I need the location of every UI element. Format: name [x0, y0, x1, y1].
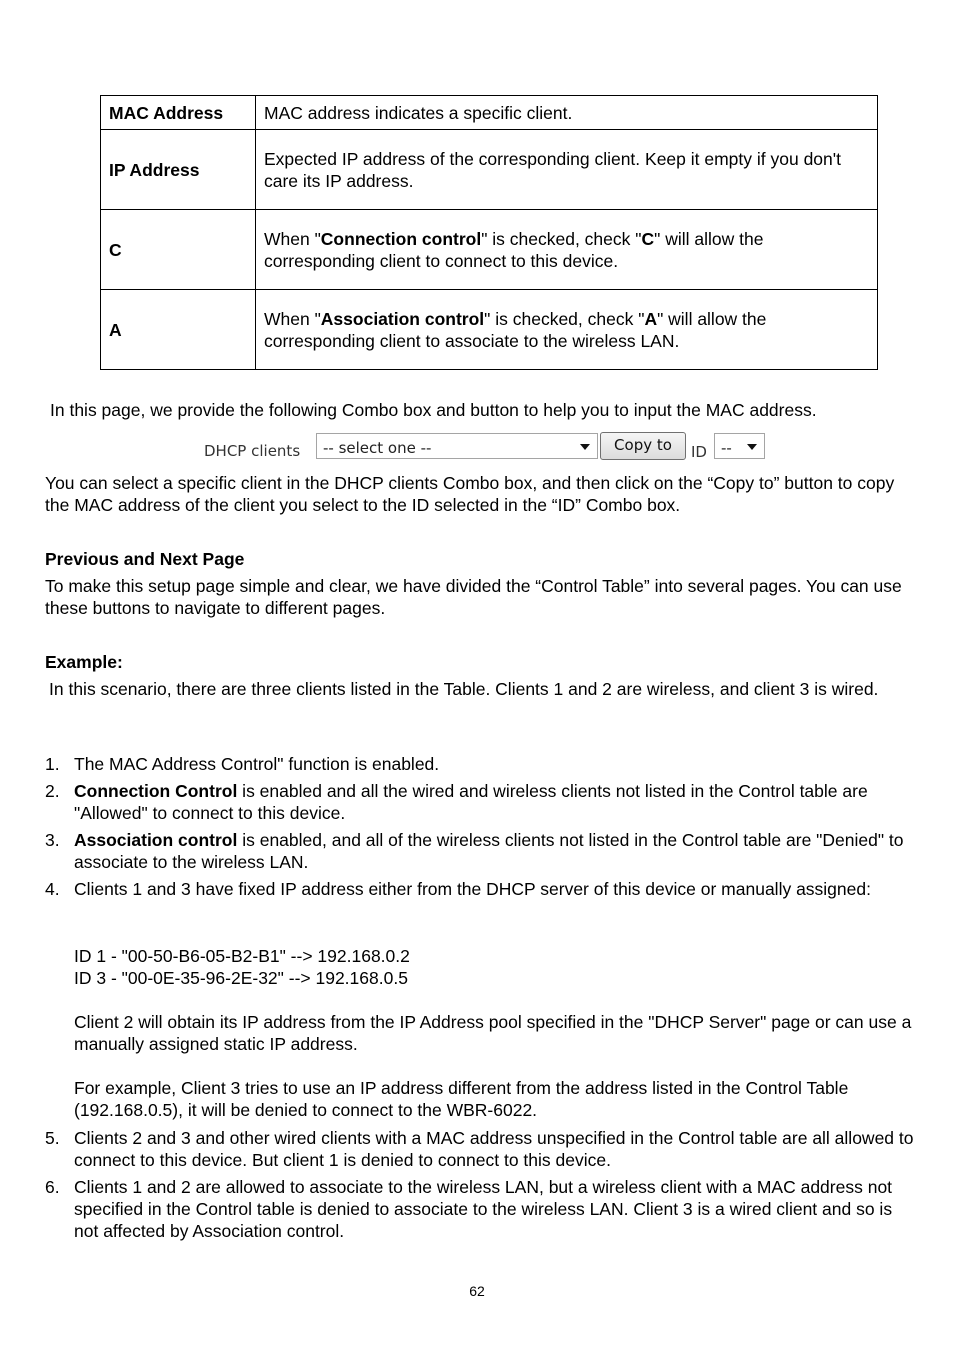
- table-row: [101, 96, 878, 130]
- term-cell: C: [101, 210, 256, 290]
- table-row: [101, 210, 878, 290]
- desc-cell: When "Association control" is checked, check "A" will allow the corresponding client to associate to the wireless LAN.: [256, 290, 878, 370]
- term-cell: MAC Address: [101, 96, 256, 130]
- id-label: ID: [691, 443, 707, 461]
- dhcp-clients-label: DHCP clients: [204, 442, 301, 460]
- prev-next-heading: Previous and Next Page: [45, 549, 245, 569]
- prev-next-text: To make this setup page simple and clear, we have divided the “Control Table” into several pages. You can use these buttons to navigate to different pages.: [45, 576, 902, 618]
- desc-cell: Expected IP address of the corresponding client. Keep it empty if you don't care its IP address.: [256, 130, 878, 210]
- definition-table: [100, 95, 878, 370]
- dhcp-clients-select[interactable]: -- select one --: [316, 433, 598, 459]
- list-item: 2. Connection Control is enabled and all the wired and wireless clients not listed in the Control table are "Allowed" to connect to this device.: [45, 781, 868, 823]
- desc-cell: When "Connection control" is checked, check "C" will allow the corresponding client to connect to this device.: [256, 210, 878, 290]
- id-select[interactable]: --: [714, 433, 765, 459]
- list-item: 6. Clients 1 and 2 are allowed to associate to the wireless LAN, but a wireless client with a MAC address not specified in the Control table is denied to associate to the wireless LAN. Client 3 is a wired client and so is not affected by Association control.: [45, 1177, 893, 1241]
- term-cell: IP Address: [101, 130, 256, 210]
- example-text: In this scenario, there are three clients listed in the Table. Clients 1 and 2 are wireless, and client 3 is wired.: [49, 679, 879, 699]
- page-number: 62: [469, 1283, 485, 1299]
- intro-paragraph: In this page, we provide the following Combo box and button to help you to input the MAC address.: [50, 400, 817, 420]
- list-item: 4. Clients 1 and 3 have fixed IP address either from the DHCP server of this device or manually assigned:: [45, 879, 871, 899]
- list-subtext: Client 2 will obtain its IP address from the IP Address pool specified in the "DHCP Server" page or can use a manually assigned static IP address.: [74, 1012, 912, 1054]
- table-row: [101, 130, 878, 210]
- table-row: [101, 290, 878, 370]
- example-heading: Example:: [45, 652, 123, 672]
- copy-to-button[interactable]: Copy to: [600, 432, 686, 460]
- list-subtext: ID 1 - "00-50-B6-05-B2-B1" --> 192.168.0.2 ID 3 - "00-0E-35-96-2E-32" --> 192.168.0.5: [74, 946, 410, 988]
- list-item: 3. Association control is enabled, and all of the wireless clients not listed in the Control table are "Denied" to associate to the wireless LAN.: [45, 830, 904, 872]
- list-item: 5. Clients 2 and 3 and other wired clients with a MAC address unspecified in the Control table are all allowed to connect to this device. But client 1 is denied to connect to this device.: [45, 1128, 914, 1170]
- list-subtext: For example, Client 3 tries to use an IP address different from the address listed in the Control Table (192.168.0.5), it will be denied to connect to the WBR-6022.: [74, 1078, 849, 1120]
- combo-explanation: You can select a specific client in the DHCP clients Combo box, and then click on the “Copy to” button to copy the MAC address of the client you select to the ID selected in the “ID” Combo box.: [45, 473, 895, 515]
- desc-cell: MAC address indicates a specific client.: [256, 96, 878, 130]
- list-item: 1. The MAC Address Control" function is enabled.: [45, 754, 440, 774]
- chevron-down-icon: [747, 444, 757, 450]
- term-cell: A: [101, 290, 256, 370]
- chevron-down-icon: [580, 444, 590, 450]
